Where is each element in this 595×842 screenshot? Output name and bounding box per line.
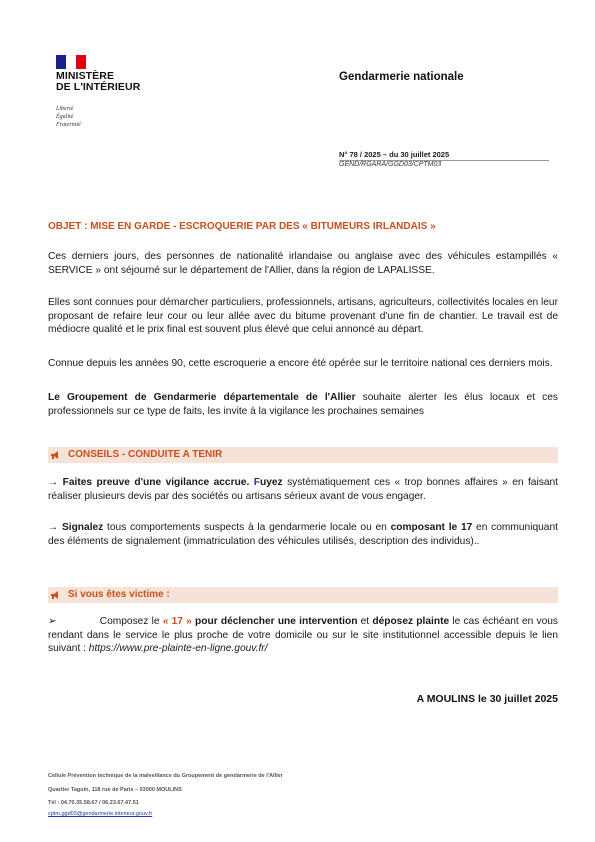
paragraph-4 [48, 391, 558, 418]
conseil-2-bold-2: composant le 17 [390, 522, 473, 533]
victime-text-c: et [357, 616, 373, 627]
bullet-arrow-icon: ➢ [48, 616, 57, 627]
motto-fraternite: Fraternité [56, 122, 81, 128]
signature-location-date: A MOULINS le 30 juillet 2025 [416, 693, 558, 705]
pre-plainte-link[interactable]: https://www.pre-plainte-en-ligne.gouv.fr/ [88, 643, 268, 654]
republique-flag-logo [56, 55, 86, 69]
victime-title: Si vous êtes victime : [68, 589, 170, 600]
motto [56, 105, 81, 129]
footer-email-link[interactable]: cptm.ggd03@gendarmerie.interieur.gouv.fr [48, 811, 153, 817]
conseils-title: CONSEILS - CONDUITE A TENIR [68, 449, 223, 460]
ministry-name [56, 71, 140, 93]
reference-code: GEND/RGARA/GGD03/CPTM03 [339, 161, 442, 168]
motto-egalite: Égalité [56, 114, 74, 120]
conseils-section-header [50, 449, 222, 460]
footer-line-2: Quartier Taguin, 118 rue de Paris – 03000 MOULINS [48, 787, 182, 793]
conseil-2-bold: Signalez [61, 522, 104, 533]
paragraph-2: Elles sont connues pour démarcher particuliers, professionnels, artisans, agriculteurs, collectivités locales en leur proposant de refaire leur cour ou leur allée avec du bitume provenant d'une fin de chantier. Le travail est de médiocre qualité et le prix final est souvent plus élevé que celui annoncé au départ. [48, 297, 558, 335]
conseil-1-blue-letter: F [253, 477, 260, 488]
footer-line-3: Tél : 04.70.35.58.67 / 06.23.67.47.51 [48, 800, 139, 806]
paragraph-3: Connue depuis les années 90, cette escroquerie a encore été opérée sur le territoire national ces derniers mois. [48, 358, 553, 369]
paragraph-1: Ces derniers jours, des personnes de nationalité irlandaise ou anglaise avec des véhicules estampillés « SERVICE » ont séjourné sur le département de l'Allier, dans la région de LAPALISSE. [48, 251, 558, 276]
arrow-icon: → [48, 522, 59, 533]
paragraph-4-rest: souhaite alerter les élus locaux et ces professionnels sur ce type de faits, les invite à la vigilance les prochaines semaines [48, 392, 558, 417]
conseil-item-2 [48, 521, 558, 548]
conseil-1-bold-a: Faites preuve d'une vigilance accrue. [62, 477, 250, 488]
motto-liberte: Liberté [56, 106, 74, 112]
victime-text-b: pour déclencher une intervention [191, 616, 358, 627]
document-reference: N° 78 / 2025 – du 30 juillet 2025 [339, 150, 549, 161]
ministry-line-2: DE L'INTÉRIEUR [56, 81, 141, 93]
conseil-1-rest: systématiquement ces « trop bonnes affaires » en faisant réaliser plusieurs devis par des sociétés ou artisans sérieux avant de vous engager. [48, 477, 558, 502]
megaphone-icon [50, 590, 60, 600]
conseil-item-1 [48, 476, 558, 503]
subject-heading: OBJET : MISE EN GARDE - ESCROQUERIE PAR DES « BITUMEURS IRLANDAIS » [48, 221, 436, 232]
organization-title: Gendarmerie nationale [339, 71, 464, 83]
footer-line-1: Cellule Prévention technique de la malveillance du Groupement de gendarmerie de l'Allier [48, 773, 283, 779]
conseil-2-rest: en communiquant des éléments de signalement (immatriculation des véhicules utilisés, description des individus).. [48, 522, 558, 547]
victime-section-header [50, 589, 170, 600]
arrow-icon: → [48, 477, 59, 488]
emergency-number: « 17 » [162, 616, 192, 627]
victime-text-a: Composez le [99, 616, 163, 627]
megaphone-icon [50, 450, 60, 460]
victime-text-d: déposez plainte [372, 616, 450, 627]
paragraph-4-bold: Le Groupement de Gendarmerie départementale de l'Allier [48, 392, 356, 403]
victime-instructions [48, 615, 558, 656]
conseil-2-mid: tous comportements suspects à la gendarmerie locale ou en [103, 522, 391, 533]
victime-text-e: le cas échéant en vous rendant dans le service le plus proche de votre domicile ou sur le site institutionnel accessible depuis le lien suivant : [48, 616, 558, 654]
conseil-1-bold-b: uyez [259, 477, 283, 488]
ministry-line-1: MINISTÈRE [56, 70, 115, 82]
